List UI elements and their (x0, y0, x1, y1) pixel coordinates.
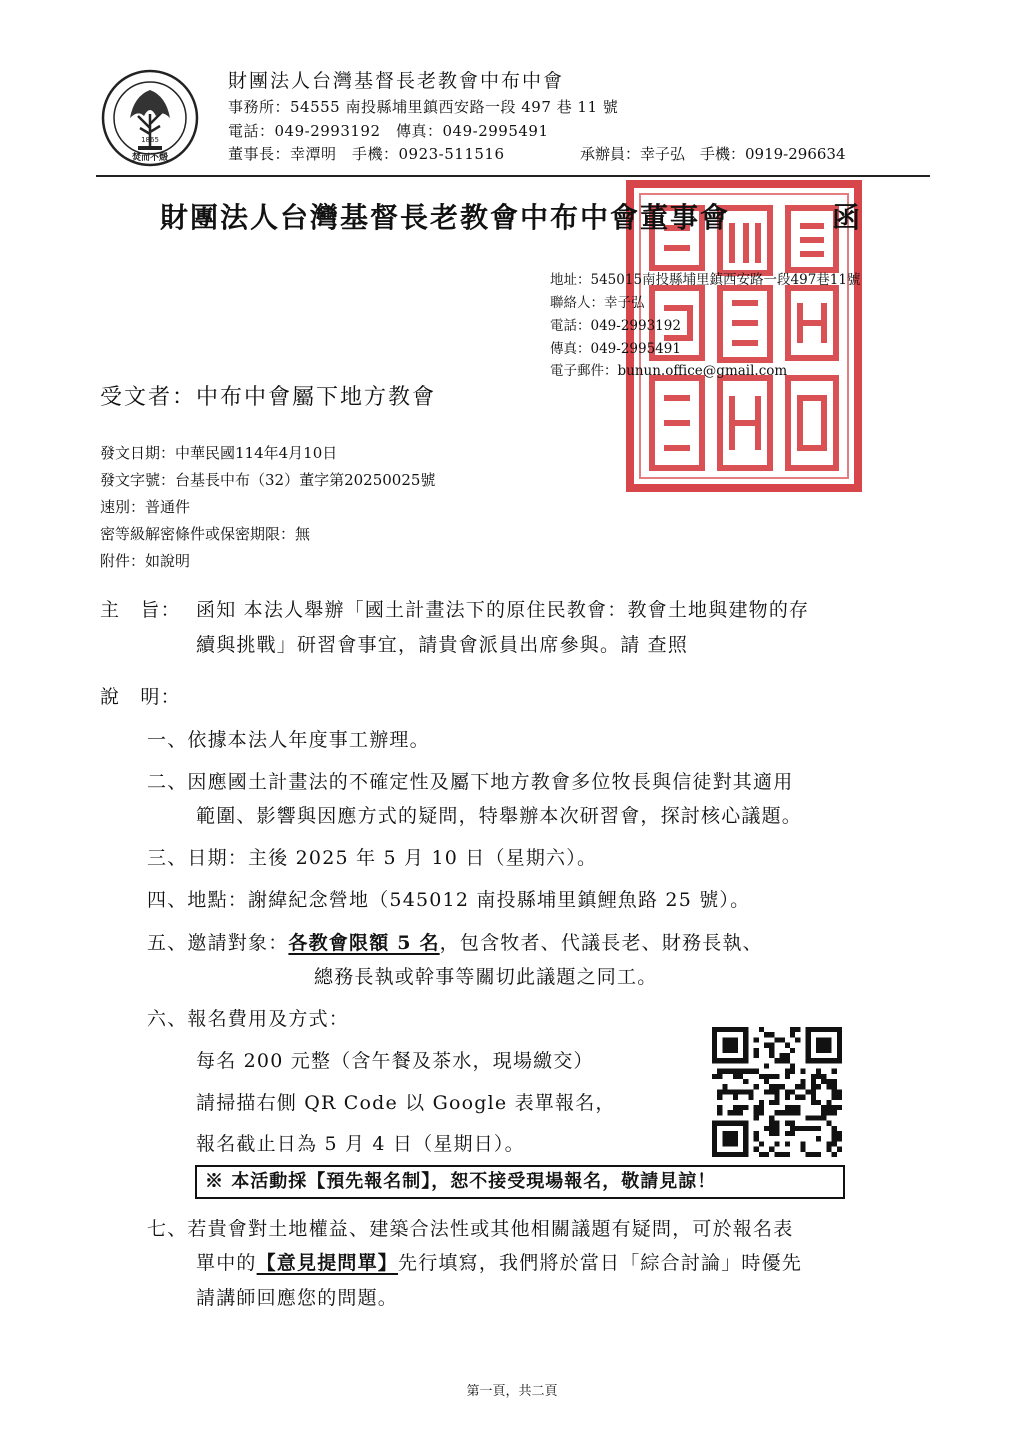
contact-phone: 電話：049-2993192 (550, 318, 681, 334)
explanation-label: 說 明： (100, 686, 181, 708)
item-5-line-1 (147, 928, 763, 955)
subject-line-2: 續與挑戰」研習會事宜，請貴會派員出席參與。請 查照 (196, 634, 689, 656)
item-3: 三、日期：主後 2025 年 5 月 10 日（星期六）。 (147, 847, 598, 869)
letterhead-divider (96, 175, 930, 177)
security-level: 密等級解密條件或保密期限：無 (100, 525, 311, 543)
contact-fax: 傳真：049-2995491 (550, 341, 681, 357)
letterhead-phone-fax: 電話：049-2993192 傳真：049-2995491 (228, 122, 549, 140)
attachment: 附件：如說明 (100, 552, 191, 570)
letterhead-chair: 董事長：幸潭明 手機：0923-511516 (228, 145, 505, 163)
contact-email: 電子郵件：bunun.office@gmail.com (550, 363, 788, 379)
qr-code-icon[interactable] (712, 1027, 842, 1157)
logo-motto: 焚而不燬 (131, 153, 169, 163)
page-footer: 第一頁，共二頁 (466, 1384, 558, 1399)
letterhead-office: 事務所：54555 南投縣埔里鎮西安路一段 497 巷 11 號 (228, 98, 619, 116)
document-number: 發文字號：台基長中布（32）董字第20250025號 (100, 471, 436, 489)
item-4: 四、地點：謝緯紀念營地（545012 南投縣埔里鎮鯉魚路 25 號）。 (147, 889, 751, 911)
item-7-prefix: 單中的 (196, 1252, 257, 1274)
item-7-line-1: 七、若貴會對土地權益、建築合法性或其他相關議題有疑問，可於報名表 (147, 1218, 794, 1240)
item-7-line-2 (196, 1248, 802, 1275)
burning-bush-emblem-icon (100, 68, 200, 168)
delivery-speed: 速別：普通件 (100, 498, 191, 516)
document-type: 函 (832, 201, 861, 234)
contact-person: 聯絡人：幸子弘 (550, 295, 645, 311)
recipient: 受文者：中布中會屬下地方教會 (100, 385, 437, 410)
contact-address: 地址：545015南投縣埔里鎮西安路一段497巷11號 (550, 272, 861, 288)
item-6-fee: 每名 200 元整（含午餐及茶水，現場繳交） (196, 1050, 594, 1072)
item-5-quota: 各教會限額 5 名 (288, 932, 440, 954)
item-5-prefix: 五、邀請對象： (147, 932, 289, 954)
item-6-register: 請掃描右側 QR Code 以 Google 表單報名， (196, 1092, 616, 1114)
item-7-form-name: 【意見提問單】 (256, 1252, 399, 1274)
item-2-line-1: 二、因應國土計畫法的不確定性及屬下地方教會多位牧長與信徒對其適用 (147, 771, 794, 793)
issue-date: 發文日期：中華民國114年4月10日 (100, 444, 338, 462)
item-7-line-3: 請講師回應您的問題。 (196, 1287, 399, 1309)
item-2-line-2: 範圍、影響與因應方式的疑問，特舉辦本次研習會，探討核心議題。 (196, 805, 803, 827)
logo-year: 1865 (141, 136, 159, 144)
registration-notice: ※ 本活動採【預先報名制】，恕不接受現場報名，敬請見諒！ (195, 1165, 845, 1199)
item-5-line-2: 總務長執或幹事等關切此議題之同工。 (314, 966, 658, 988)
subject-label: 主 旨： (100, 599, 181, 621)
subject-line-1: 函知 本法人舉辦「國土計畫法下的原住民教會：教會土地與建物的存 (196, 599, 810, 621)
item-7-rest: 先行填寫，我們將於當日「綜合討論」時優先 (398, 1252, 803, 1274)
item-1: 一、依據本法人年度事工辦理。 (147, 729, 430, 751)
letterhead-org-name: 財團法人台灣基督長老教會中布中會 (228, 70, 565, 92)
item-5-rest: ，包含牧者、代議長老、財務長執、 (439, 932, 763, 954)
document-title: 財團法人台灣基督長老教會中布中會董事會 (160, 201, 731, 234)
item-6-deadline: 報名截止日為 5 月 4 日（星期日）。 (196, 1133, 525, 1155)
item-6: 六、報名費用及方式： (147, 1008, 350, 1030)
letterhead-handler: 承辦員：幸子弘 手機：0919-296634 (580, 145, 846, 163)
